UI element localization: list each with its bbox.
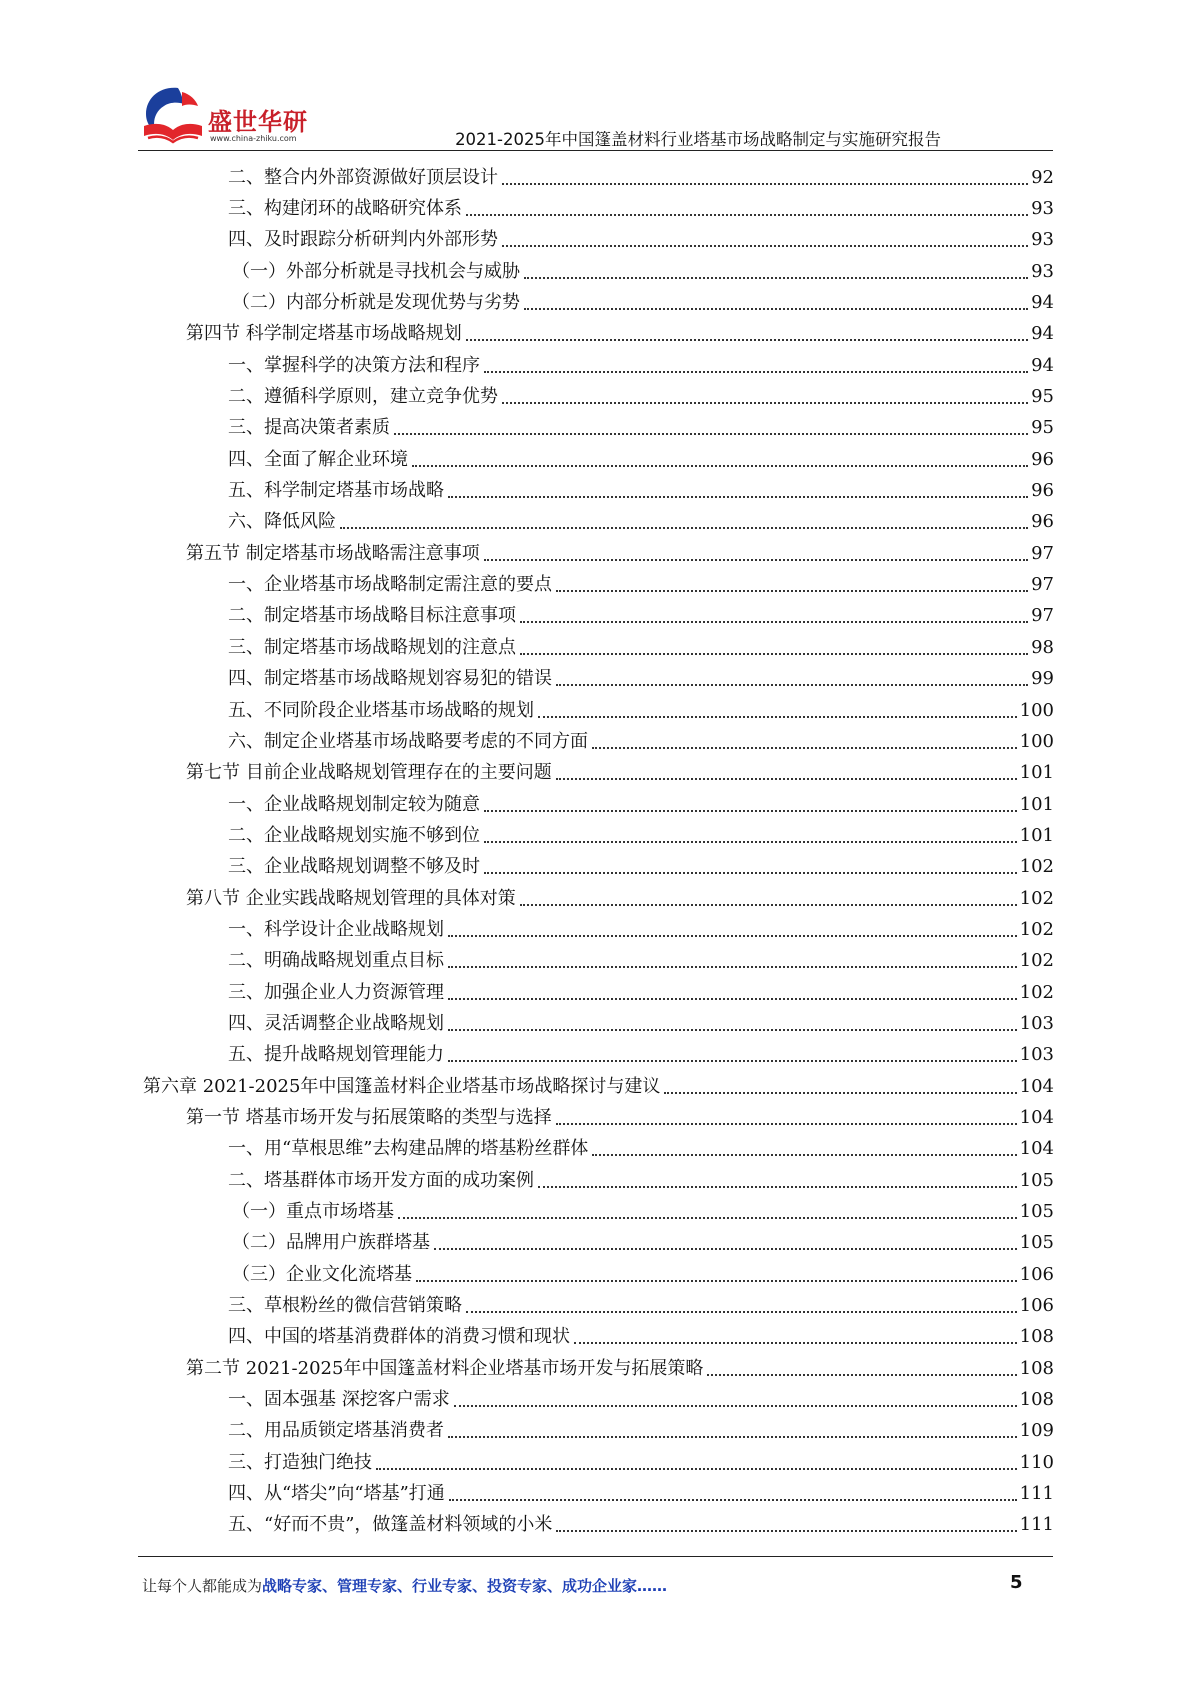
toc-entry[interactable]: [228, 413, 1054, 444]
toc-entry[interactable]: [228, 1165, 1054, 1196]
toc-entry[interactable]: [186, 1102, 1054, 1133]
toc-entry[interactable]: [228, 1290, 1054, 1321]
toc-dot-leader: [520, 904, 1017, 906]
toc-entry-page: 102: [1019, 856, 1054, 878]
toc-entry-page: 105: [1019, 1201, 1054, 1223]
slogan-prefix: 让每个人都能成为: [142, 1577, 263, 1595]
toc-entry-page: 93: [1031, 260, 1054, 282]
toc-dot-leader: [520, 621, 1028, 623]
toc-dot-leader: [448, 1436, 1017, 1438]
toc-entry-page: 102: [1019, 918, 1054, 940]
toc-entry-label: 第四节 科学制定塔基市场战略规划: [186, 323, 462, 345]
toc-entry-label: 三、打造独门绝技: [228, 1451, 372, 1473]
toc-entry-label: 第五节 制定塔基市场战略需注意事项: [186, 542, 480, 564]
toc-entry-label: 二、企业战略规划实施不够到位: [228, 824, 480, 846]
toc-dot-leader: [574, 1342, 1017, 1344]
toc-entry-page: 97: [1031, 605, 1054, 627]
toc-entry[interactable]: [232, 1196, 1054, 1227]
toc-entry-label: 三、企业战略规划调整不够及时: [228, 856, 480, 878]
toc-entry-label: （二）品牌用户族群塔基: [232, 1232, 430, 1254]
toc-entry-page: 92: [1031, 166, 1054, 188]
toc-entry[interactable]: [228, 381, 1054, 412]
toc-dot-leader: [448, 1060, 1017, 1062]
toc-entry-page: 109: [1019, 1420, 1054, 1442]
toc-entry-label: 五、不同阶段企业塔基市场战略的规划: [228, 699, 534, 721]
toc-entry-label: 一、企业战略规划制定较为随意: [228, 793, 480, 815]
toc-entry-page: 103: [1019, 1044, 1054, 1066]
toc-entry[interactable]: [228, 632, 1054, 663]
toc-entry-label: 二、遵循科学原则，建立竞争优势: [228, 386, 498, 408]
toc-entry[interactable]: [186, 1353, 1054, 1384]
toc-entry-page: 104: [1019, 1138, 1054, 1160]
toc-entry-label: 二、用品质锁定塔基消费者: [228, 1420, 444, 1442]
toc-entry[interactable]: [228, 601, 1054, 632]
toc-entry-label: 六、降低风险: [228, 511, 336, 533]
toc-entry-page: 93: [1031, 198, 1054, 220]
toc-entry[interactable]: [228, 1478, 1054, 1509]
toc-entry-label: 四、从“塔尖”向“塔基”打通: [228, 1483, 445, 1505]
page-header: [0, 0, 1191, 160]
toc-dot-leader: [520, 653, 1028, 655]
toc-entry[interactable]: [186, 883, 1054, 914]
toc-dot-leader: [376, 1468, 1017, 1470]
logo-url: www.china-zhiku.com: [210, 134, 297, 143]
report-title: 2021-2025年中国篷盖材料行业塔基市场战略制定与实施研究报告: [455, 130, 941, 149]
toc-entry-page: 101: [1019, 793, 1054, 815]
toc-dot-leader: [484, 810, 1017, 812]
toc-entry-label: 四、灵活调整企业战略规划: [228, 1012, 444, 1034]
toc-entry-page: 102: [1019, 887, 1054, 909]
toc-entry-label: 第二节 2021-2025年中国篷盖材料企业塔基市场开发与拓展策略: [186, 1357, 704, 1379]
toc-entry-page: 94: [1031, 354, 1054, 376]
toc-entry[interactable]: [228, 1384, 1054, 1415]
toc-entry[interactable]: [232, 256, 1054, 287]
toc-entry-page: 94: [1031, 292, 1054, 314]
toc-entry-label: 一、企业塔基市场战略制定需注意的要点: [228, 574, 552, 596]
toc-entry-page: 103: [1019, 1012, 1054, 1034]
slogan-highlight: 战略专家、管理专家、行业专家、投资专家、成功企业家……: [262, 1577, 668, 1595]
toc-entry-page: 104: [1019, 1106, 1054, 1128]
toc-entry-label: （一）外部分析就是寻找机会与威胁: [232, 260, 520, 282]
toc-entry[interactable]: [228, 1134, 1054, 1165]
toc-dot-leader: [502, 183, 1028, 185]
page-number: 5: [1010, 1572, 1023, 1593]
toc-dot-leader: [707, 1374, 1016, 1376]
toc-dot-leader: [448, 998, 1017, 1000]
header-divider: [138, 150, 1053, 151]
toc-dot-leader: [448, 935, 1017, 937]
toc-entry-label: 二、制定塔基市场战略目标注意事项: [228, 605, 516, 627]
toc-dot-leader: [466, 339, 1028, 341]
footer-divider: [138, 1556, 1053, 1557]
toc-entry-label: 三、构建闭环的战略研究体系: [228, 198, 462, 220]
toc-entry[interactable]: [228, 664, 1054, 695]
toc-entry-page: 111: [1019, 1514, 1054, 1536]
toc-dot-leader: [556, 684, 1028, 686]
toc-entry[interactable]: [186, 758, 1054, 789]
toc-dot-leader: [434, 1248, 1017, 1250]
toc-dot-leader: [538, 716, 1017, 718]
toc-entry-page: 101: [1019, 824, 1054, 846]
toc-dot-leader: [340, 527, 1028, 529]
toc-entry[interactable]: [232, 1228, 1054, 1259]
toc-entry-label: 一、固本强基 深挖客户需求: [228, 1389, 450, 1411]
toc-entry-page: 105: [1019, 1169, 1054, 1191]
toc-dot-leader: [454, 1405, 1017, 1407]
toc-dot-leader: [416, 1280, 1017, 1282]
toc-dot-leader: [466, 1311, 1017, 1313]
toc-entry-page: 102: [1019, 981, 1054, 1003]
toc-entry-page: 105: [1019, 1232, 1054, 1254]
toc-entry-label: 二、明确战略规划重点目标: [228, 950, 444, 972]
toc-entry-label: 第一节 塔基市场开发与拓展策略的类型与选择: [186, 1106, 552, 1128]
toc-entry-label: 四、及时跟踪分析研判内外部形势: [228, 229, 498, 251]
toc-entry-label: 五、提升战略规划管理能力: [228, 1044, 444, 1066]
toc-entry-label: 四、全面了解企业环境: [228, 448, 408, 470]
toc-entry-label: 一、掌握科学的决策方法和程序: [228, 354, 480, 376]
toc-entry[interactable]: [228, 946, 1054, 977]
toc-entry[interactable]: [228, 695, 1054, 726]
toc-entry[interactable]: [228, 350, 1054, 381]
toc-entry-page: 110: [1019, 1451, 1054, 1473]
toc-dot-leader: [538, 1186, 1017, 1188]
toc-entry[interactable]: [228, 225, 1054, 256]
toc-entry[interactable]: [228, 852, 1054, 883]
toc-entry-page: 106: [1019, 1295, 1054, 1317]
toc-entry-label: 一、科学设计企业战略规划: [228, 918, 444, 940]
toc-entry[interactable]: [232, 1259, 1054, 1290]
toc-dot-leader: [484, 371, 1028, 373]
toc-entry-label: 第七节 目前企业战略规划管理存在的主要问题: [186, 762, 552, 784]
toc-entry[interactable]: [228, 820, 1054, 851]
toc-entry-label: 第六章 2021-2025年中国篷盖材料企业塔基市场战略探讨与建议: [143, 1075, 661, 1097]
toc-entry-page: 99: [1031, 668, 1054, 690]
toc-entry-page: 93: [1031, 229, 1054, 251]
toc-dot-leader: [466, 214, 1028, 216]
toc-entry-page: 100: [1019, 730, 1054, 752]
toc-entry[interactable]: [232, 287, 1054, 318]
toc-entry-page: 111: [1019, 1483, 1054, 1505]
toc-entry-page: 96: [1031, 448, 1054, 470]
toc-entry-label: 二、整合内外部资源做好顶层设计: [228, 166, 498, 188]
toc-entry-label: 五、科学制定塔基市场战略: [228, 480, 444, 502]
toc-dot-leader: [484, 841, 1017, 843]
toc-entry-page: 95: [1031, 417, 1054, 439]
toc-entry-page: 108: [1019, 1389, 1054, 1411]
toc-entry-page: 101: [1019, 762, 1054, 784]
company-logo: [138, 82, 308, 150]
toc-entry-label: 四、制定塔基市场战略规划容易犯的错误: [228, 668, 552, 690]
toc-dot-leader: [448, 966, 1017, 968]
toc-entry-label: 三、提高决策者素质: [228, 417, 390, 439]
toc-dot-leader: [449, 1499, 1017, 1501]
toc-dot-leader: [556, 1530, 1016, 1532]
toc-entry[interactable]: [228, 1510, 1054, 1541]
toc-entry[interactable]: [228, 726, 1054, 757]
toc-entry-label: 四、中国的塔基消费群体的消费习惯和现状: [228, 1326, 570, 1348]
toc-entry[interactable]: [228, 444, 1054, 475]
toc-entry-page: 100: [1019, 699, 1054, 721]
toc-dot-leader: [502, 245, 1028, 247]
toc-entry[interactable]: [228, 507, 1054, 538]
toc-dot-leader: [592, 747, 1017, 749]
toc-entry-label: 一、用“草根思维”去构建品牌的塔基粉丝群体: [228, 1138, 589, 1160]
toc-entry-page: 104: [1019, 1075, 1054, 1097]
toc-entry[interactable]: [228, 977, 1054, 1008]
toc-dot-leader: [524, 277, 1028, 279]
toc-entry-page: 102: [1019, 950, 1054, 972]
toc-entry-label: 三、草根粉丝的微信营销策略: [228, 1295, 462, 1317]
toc-entry[interactable]: [186, 538, 1054, 569]
toc-dot-leader: [484, 872, 1017, 874]
toc-dot-leader: [556, 1123, 1017, 1125]
toc-entry-label: 三、加强企业人力资源管理: [228, 981, 444, 1003]
toc-entry-page: 97: [1031, 574, 1054, 596]
toc-entry-label: 二、塔基群体市场开发方面的成功案例: [228, 1169, 534, 1191]
toc-entry-page: 108: [1019, 1357, 1054, 1379]
toc-dot-leader: [394, 433, 1028, 435]
toc-dot-leader: [448, 496, 1028, 498]
toc-dot-leader: [524, 308, 1028, 310]
toc-entry[interactable]: [228, 1322, 1054, 1353]
toc-entry-label: 第八节 企业实践战略规划管理的具体对策: [186, 887, 516, 909]
toc-entry-label: 三、制定塔基市场战略规划的注意点: [228, 636, 516, 658]
toc-dot-leader: [664, 1092, 1016, 1094]
toc-dot-leader: [502, 402, 1028, 404]
toc-entry-page: 95: [1031, 386, 1054, 408]
toc-entry[interactable]: [228, 1040, 1054, 1071]
toc-entry-page: 94: [1031, 323, 1054, 345]
toc-entry-page: 97: [1031, 542, 1054, 564]
toc-entry[interactable]: [228, 1008, 1054, 1039]
toc-entry-label: （一）重点市场塔基: [232, 1201, 394, 1223]
toc-entry[interactable]: [228, 1416, 1054, 1447]
toc-entry[interactable]: [228, 914, 1054, 945]
toc-entry-label: （二）内部分析就是发现优势与劣势: [232, 292, 520, 314]
toc-dot-leader: [556, 778, 1017, 780]
toc-entry[interactable]: [143, 1071, 1054, 1102]
toc-entry-label: 六、制定企业塔基市场战略要考虑的不同方面: [228, 730, 588, 752]
toc-entry[interactable]: [228, 475, 1054, 506]
logo-book-icon: [138, 82, 208, 146]
toc-entry[interactable]: [228, 193, 1054, 224]
toc-dot-leader: [412, 465, 1028, 467]
toc-entry-page: 106: [1019, 1263, 1054, 1285]
toc-entry-page: 108: [1019, 1326, 1054, 1348]
table-of-contents: [0, 162, 1191, 1541]
toc-entry-label: 五、“好而不贵”，做篷盖材料领域的小米: [228, 1514, 553, 1536]
toc-entry-page: 98: [1031, 636, 1054, 658]
toc-entry[interactable]: [228, 569, 1054, 600]
toc-entry[interactable]: [228, 1447, 1054, 1478]
toc-entry-page: 96: [1031, 511, 1054, 533]
footer-slogan: [142, 1575, 667, 1596]
toc-entry-page: 96: [1031, 480, 1054, 502]
toc-dot-leader: [556, 590, 1028, 592]
toc-entry[interactable]: [186, 319, 1054, 350]
toc-dot-leader: [592, 1154, 1016, 1156]
toc-entry[interactable]: [228, 162, 1054, 193]
toc-entry[interactable]: [228, 789, 1054, 820]
toc-dot-leader: [484, 559, 1028, 561]
toc-entry-label: （三）企业文化流塔基: [232, 1263, 412, 1285]
toc-dot-leader: [448, 1029, 1017, 1031]
logo-name: 盛世华研: [208, 108, 308, 136]
toc-dot-leader: [398, 1217, 1017, 1219]
